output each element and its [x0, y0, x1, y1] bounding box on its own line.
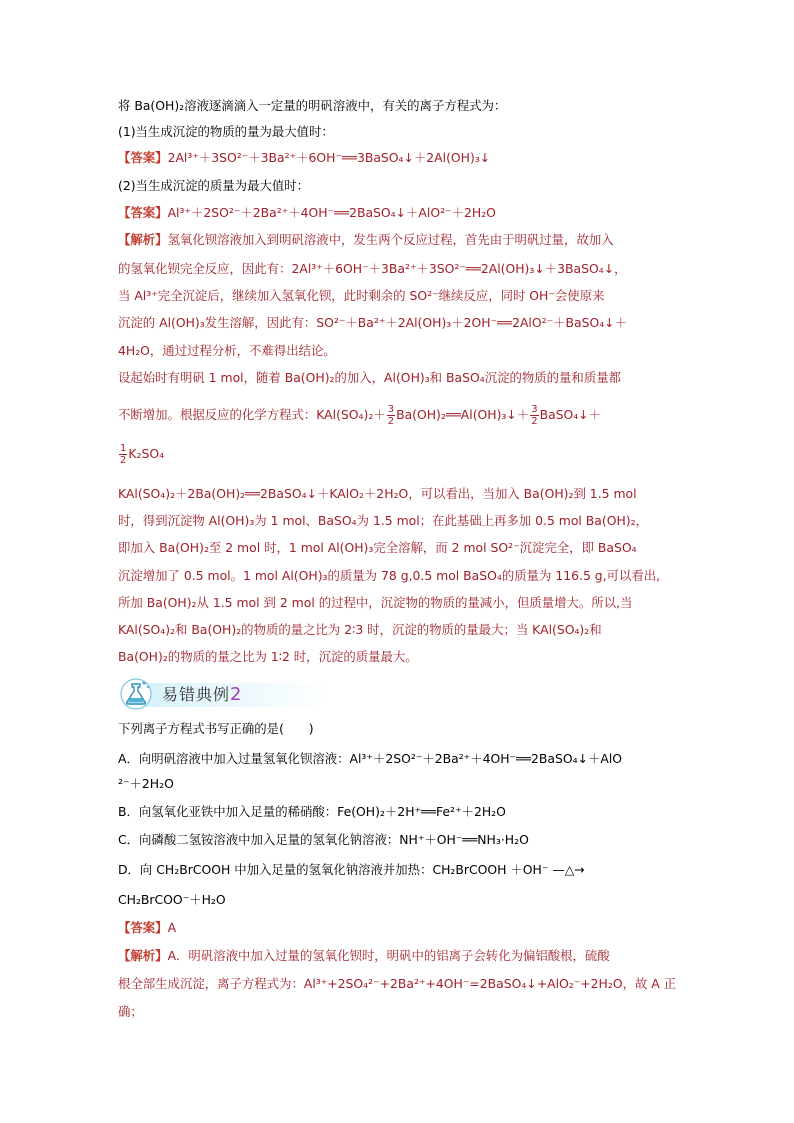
answer1-equation: 2Al³⁺＋3SO²⁻＋3Ba²⁺＋6OH⁻══3BaSO₄↓＋2Al(OH)₃↓ [167, 150, 491, 165]
option-d-line-2: CH₂BrCOO⁻＋H₂O [118, 892, 226, 907]
answer-label: 【答案】 [118, 920, 168, 935]
question-intro: 将 Ba(OH)₂溶液逐滴滴入一定量的明矾溶液中，有关的离子方程式为： [118, 98, 507, 113]
analysis-line-12: 沉淀增加了 0.5 mol。1 mol Al(OH)₃的质量为 78 g,0.5 mol BaSO₄的质量为 116.5 g,可以看出, [118, 568, 661, 583]
analysis-line-4: 沉淀的 Al(OH)₃发生溶解，因此有：SO²⁻＋Ba²⁺＋2Al(OH)₃＋2OH⁻══2AlO²⁻＋BaSO₄↓＋ [118, 315, 627, 330]
flask-icon [118, 676, 156, 710]
question2-analysis-1: 【解析】A．明矾溶液中加入过量的氢氧化钡时，明矾中的铝离子会转化为偏铝酸根，硫酸 [118, 948, 610, 963]
part2-prompt: (2)当生成沉淀的质量为最大值时： [118, 178, 310, 193]
option-d-line-1: D．向 CH₂BrCOOH 中加入足量的氢氧化钠溶液并加热：CH₂BrCOOH ＋OH⁻ —△→ [118, 862, 585, 877]
analysis-line-11: 即加入 Ba(OH)₂至 2 mol 时，1 mol Al(OH)₃完全溶解，而 2 mol SO²⁻沉淀完全，即 BaSO₄ [118, 540, 637, 555]
question2-stem: 下列离子方程式书写正确的是( ) [118, 721, 314, 736]
fraction-three-halves: $\frac{3}{2}$ [531, 404, 538, 427]
answer-label: 【答案】 [118, 205, 168, 220]
answer2-line [118, 205, 678, 221]
question2-answer [118, 920, 678, 936]
part1-prompt: (1)当生成沉淀的物质的量为最大值时： [118, 124, 334, 139]
analysis-line-14: KAl(SO₄)₂和 Ba(OH)₂的物质的量之比为 2∶3 时，沉淀的物质的量最大；当 KAl(SO₄)₂和 [118, 622, 602, 637]
analysis-line-2: 的氢氧化钡完全反应，因此有：2Al³⁺＋6OH⁻＋3Ba²⁺＋3SO²⁻══2Al(OH)₃↓＋3BaSO₄↓， [118, 261, 627, 276]
answer1-line [118, 150, 678, 166]
option-a-line-2: ²⁻＋2H₂O [118, 776, 174, 791]
option-c: C．向磷酸二氢铵溶液中加入足量的氢氧化钠溶液：NH⁺＋OH⁻══NH₃·H₂O [118, 832, 529, 847]
analysis-line-10: 时，得到沉淀物 Al(OH)₃为 1 mol、BaSO₄为 1.5 mol；在此基础上再多加 0.5 mol Ba(OH)₂， [118, 513, 648, 528]
analysis-line-9: KAl(SO₄)₂＋2Ba(OH)₂══2BaSO₄↓＋KAlO₂＋2H₂O，可以看出，当加入 Ba(OH)₂到 1.5 mol [118, 486, 637, 501]
analysis-line-3: 当 Al³⁺完全沉淀后，继续加入氢氧化钡，此时剩余的 SO²⁻继续反应，同时 OH⁻会使原来 [118, 288, 605, 303]
section-banner [118, 676, 678, 710]
analysis-line-8: $\frac{1}{2}$ K₂SO₄ [120, 443, 165, 466]
option-a-line-1: A．向明矾溶液中加入过量氢氧化钡溶液：Al³⁺＋2SO²⁻＋2Ba²⁺＋4OH⁻══2BaSO₄↓＋AlO [118, 751, 623, 766]
fraction-three-halves: $\frac{3}{2}$ [387, 404, 395, 427]
banner-title: 易错典例2 [162, 684, 243, 705]
answer2-equation: Al³⁺＋2SO²⁻＋2Ba²⁺＋4OH⁻══2BaSO₄↓＋AlO²⁻＋2H₂O [167, 205, 496, 220]
fraction-one-half: $\frac{1}{2}$ [120, 443, 127, 466]
answer-label: 【答案】 [118, 150, 168, 165]
analysis-line-15: Ba(OH)₂的物质的量之比为 1∶2 时，沉淀的质量最大。 [118, 649, 418, 664]
analysis-label: 【解析】 [118, 232, 168, 247]
analysis-line-1: 【解析】氢氧化钡溶液加入到明矾溶液中，发生两个反应过程，首先由于明矾过量，故加入 [118, 232, 614, 247]
answer-value: A [167, 920, 177, 935]
analysis-line-7: 不断增加。根据反应的化学方程式：KAl(SO₄)₂＋ $\frac{3}{2}$ Ba(OH)₂══Al(OH)₃↓＋ $\frac{3}{2}$ BaSO₄↓＋ [118, 404, 602, 427]
question2-analysis-3: 确； [118, 1004, 143, 1019]
analysis-line-5: 4H₂O，通过过程分析，不难得出结论。 [118, 343, 336, 358]
question2-analysis-2: 根全部生成沉淀，离子方程式为：Al³⁺+2SO₄²⁻+2Ba²⁺+4OH⁻=2BaSO₄↓+AlO₂⁻+2H₂O，故 A 正 [118, 976, 677, 991]
banner-number: 2 [230, 684, 243, 705]
analysis-line-13: 所加 Ba(OH)₂从 1.5 mol 到 2 mol 的过程中，沉淀物的物质的量减小，但质量增大。所以,当 [118, 595, 633, 610]
analysis-label: 【解析】 [118, 948, 168, 963]
option-b: B．向氢氧化亚铁中加入足量的稀硝酸：Fe(OH)₂＋2H⁺══Fe²⁺＋2H₂O [118, 804, 506, 819]
analysis-line-6: 设起始时有明矾 1 mol，随着 Ba(OH)₂的加入，Al(OH)₃和 BaSO₄沉淀的物质的量和质量都 [118, 370, 621, 385]
